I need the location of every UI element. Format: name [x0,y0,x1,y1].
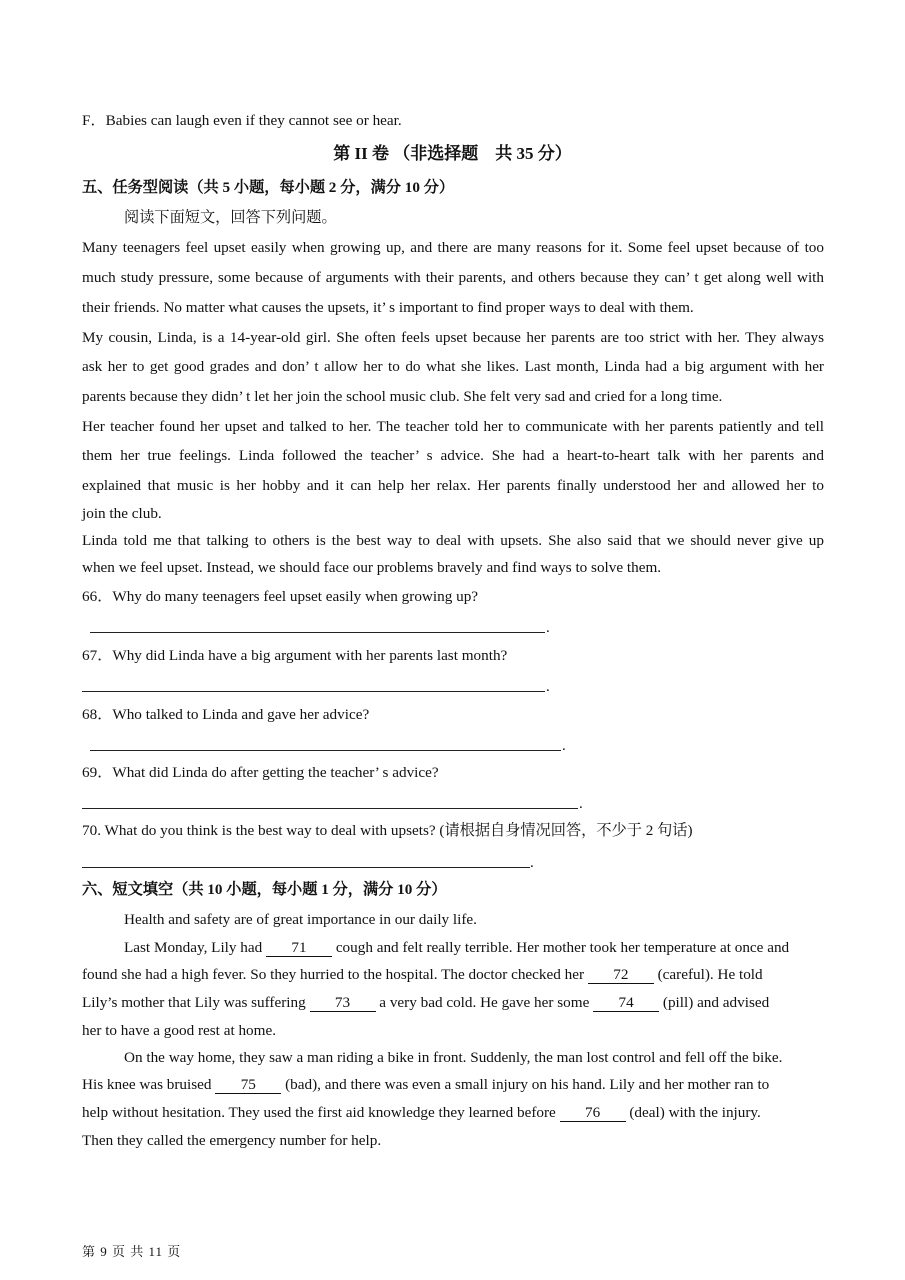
answer-line-68[interactable] [90,750,561,751]
cloze-text: (careful). He told [653,966,763,983]
blank-72[interactable]: 72 [588,966,654,984]
section5-instruction: 阅读下面短文，回答下列问题。 [124,209,337,226]
passage-line: parents because they didn’ t let her join the school music club. She felt very sad and cried for a long time. [82,388,723,405]
section6-heading: 六、短文填空（共 10 小题，每小题 1 分，满分 10 分） [82,881,447,898]
question-68: 68．Who talked to Linda and gave her advice? [82,706,370,723]
cloze-text: Lily’s mother that Lily was suffering [82,994,310,1011]
cloze-line [82,993,769,1013]
cloze-text: (deal) with the injury. [625,1104,761,1121]
passage-line: much study pressure, some because of arguments with their parents, and others because they can’ t get along well with [82,269,824,286]
cloze-line [82,1103,761,1123]
blank-71[interactable]: 71 [266,939,332,957]
blank-76[interactable]: 76 [560,1104,626,1122]
question-70: 70. What do you think is the best way to deal with upsets? (请根据自身情况回答，不少于 2 句话) [82,822,693,839]
answer-period: . [546,620,550,636]
cloze-line: Then they called the emergency number for help. [82,1132,382,1149]
passage-line: explained that music is her hobby and it can help her relax. Her parents finally understood her and allowed her to [82,477,824,494]
answer-line-69[interactable] [82,808,578,809]
blank-73[interactable]: 73 [310,994,376,1012]
answer-period: . [546,679,550,695]
blank-74[interactable]: 74 [593,994,659,1012]
cloze-text: help without hesitation. They used the first aid knowledge they learned before [82,1104,560,1121]
page-footer: 第 9 页 共 11 页 [82,1244,182,1259]
answer-line-70[interactable] [82,867,530,868]
answer-line-66[interactable] [90,632,545,633]
cloze-line: her to have a good rest at home. [82,1022,276,1039]
cloze-text: (bad), and there was even a small injury on his hand. Lily and her mother ran to [281,1076,770,1093]
answer-period: . [530,855,534,871]
cloze-text: His knee was bruised [82,1076,216,1093]
passage-line: them her true feelings. Linda followed the teacher’ s advice. She had a heart-to-heart talk with her parents and [82,447,824,464]
passage-line: Her teacher found her upset and talked to her. The teacher told her to communicate with her parents patiently and tell [82,418,824,435]
blank-75[interactable]: 75 [215,1076,281,1094]
part2-title: 第 II 卷 （非选择题 共 35 分） [333,144,572,163]
cloze-line [82,1075,769,1095]
cloze-text: (pill) and advised [659,994,770,1011]
question-66: 66．Why do many teenagers feel upset easily when growing up? [82,588,479,605]
cloze-line: On the way home, they saw a man riding a bike in front. Suddenly, the man lost control and fell off the bike. [124,1049,783,1066]
passage-line: ask her to get good grades and don’ t allow her to do what she likes. Last month, Linda had a big argument with her [82,358,824,375]
section5-heading: 五、任务型阅读（共 5 小题，每小题 2 分，满分 10 分） [82,179,455,196]
option-f: F．Babies can laugh even if they cannot see or hear. [82,112,402,129]
question-67: 67．Why did Linda have a big argument with her parents last month? [82,647,508,664]
passage-line: when we feel upset. Instead, we should face our problems bravely and find ways to solve them. [82,559,662,576]
cloze-text: Last Monday, Lily had [124,939,267,956]
cloze-text: found she had a high fever. So they hurried to the hospital. The doctor checked her [82,966,588,983]
cloze-text: cough and felt really terrible. Her mother took her temperature at once and [332,939,790,956]
passage-line: My cousin, Linda, is a 14-year-old girl. She often feels upset because her parents are too strict with her. They always [82,329,824,346]
cloze-line [82,965,763,985]
answer-line-67[interactable] [82,691,545,692]
passage-line: their friends. No matter what causes the upsets, it’ s important to find proper ways to deal with them. [82,299,694,316]
answer-period: . [579,796,583,812]
cloze-text: a very bad cold. He gave her some [375,994,594,1011]
question-69: 69．What did Linda do after getting the teacher’ s advice? [82,764,439,781]
cloze-line [124,938,789,958]
passage-line: Many teenagers feel upset easily when growing up, and there are many reasons for it. Some feel upset because of too [82,239,824,256]
passage-line: Linda told me that talking to others is the best way to deal with upsets. She also said that we should never give up [82,532,824,549]
answer-period: . [562,738,566,754]
passage-line: join the club. [82,505,162,522]
cloze-line: Health and safety are of great importance in our daily life. [124,911,477,928]
